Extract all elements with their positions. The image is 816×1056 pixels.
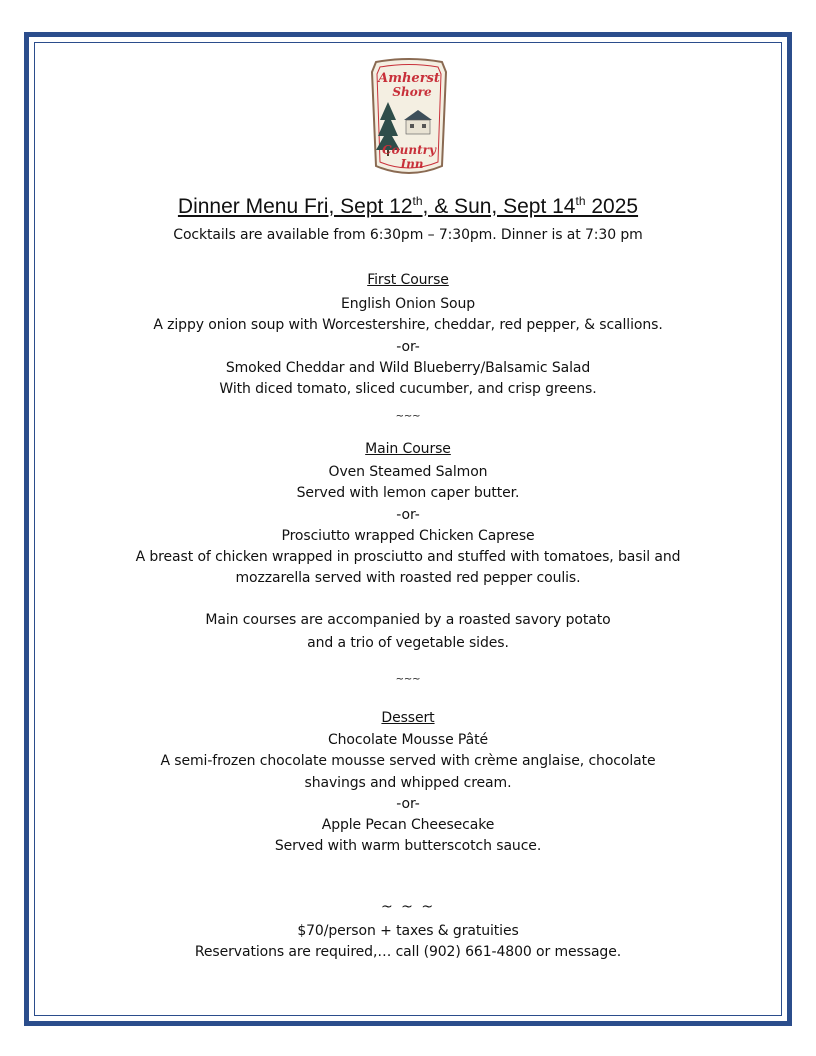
- logo-text-3: Country: [382, 143, 436, 157]
- main-course-item-2-desc-2: mozzarella served with roasted red pepper coulis.: [235, 570, 581, 586]
- main-course-item-1-name: Oven Steamed Salmon: [328, 464, 488, 480]
- first-course-or: -or-: [396, 339, 420, 355]
- separator-2: ~~~: [395, 674, 421, 685]
- reservations-text: Reservations are required,… call (902) 661-4800 or message.: [194, 944, 622, 960]
- title-part-1: Dinner Menu Fri, Sept 12: [177, 195, 413, 218]
- dessert-item-1-desc-1: A semi-frozen chocolate mousse served with crème anglaise, chocolate: [160, 753, 656, 769]
- main-course-item-2-name: Prosciutto wrapped Chicken Caprese: [281, 528, 535, 544]
- logo-text-4: Inn: [400, 157, 424, 171]
- price-text: $70/person + taxes & gratuities: [297, 923, 519, 939]
- inn-logo: [366, 58, 452, 178]
- first-course-item-2-name: Smoked Cheddar and Wild Blueberry/Balsamic Salad: [225, 360, 591, 376]
- main-course-note-2: and a trio of vegetable sides.: [307, 635, 509, 651]
- logo-text-2: Shore: [392, 85, 432, 99]
- menu-title: [40, 194, 776, 219]
- dessert-heading: Dessert: [381, 710, 435, 726]
- title-part-3: 2025: [585, 195, 639, 218]
- title-part-2: , & Sun, Sept 14: [422, 195, 576, 218]
- separator-1: ~~~: [395, 411, 421, 422]
- title-sup-2: th: [575, 194, 586, 208]
- first-course-item-2-desc: With diced tomato, sliced cucumber, and crisp greens.: [219, 381, 597, 397]
- intro-text: Cocktails are available from 6:30pm – 7:30pm. Dinner is at 7:30 pm: [173, 227, 643, 243]
- first-course-item-1-name: English Onion Soup: [340, 296, 476, 312]
- logo-text-1: Amherst: [378, 71, 440, 86]
- dessert-item-2-desc: Served with warm butterscotch sauce.: [274, 838, 542, 854]
- dessert-item-2-name: Apple Pecan Cheesecake: [321, 817, 495, 833]
- separator-3: ~ ~ ~: [380, 899, 436, 915]
- main-course-note-1: Main courses are accompanied by a roasted savory potato: [205, 612, 611, 628]
- dessert-item-1-desc-2: shavings and whipped cream.: [304, 775, 512, 791]
- main-course-item-2-desc-1: A breast of chicken wrapped in prosciutto and stuffed with tomatoes, basil and: [135, 549, 681, 565]
- main-course-item-1-desc: Served with lemon caper butter.: [296, 485, 520, 501]
- first-course-item-1-desc: A zippy onion soup with Worcestershire, cheddar, red pepper, & scallions.: [153, 317, 663, 333]
- dessert-item-1-name: Chocolate Mousse Pâté: [327, 732, 489, 748]
- title-sup-1: th: [412, 194, 423, 208]
- main-course-heading: Main Course: [365, 441, 451, 457]
- first-course-heading: First Course: [367, 272, 449, 288]
- dessert-or: -or-: [396, 796, 420, 812]
- main-course-or: -or-: [396, 507, 420, 523]
